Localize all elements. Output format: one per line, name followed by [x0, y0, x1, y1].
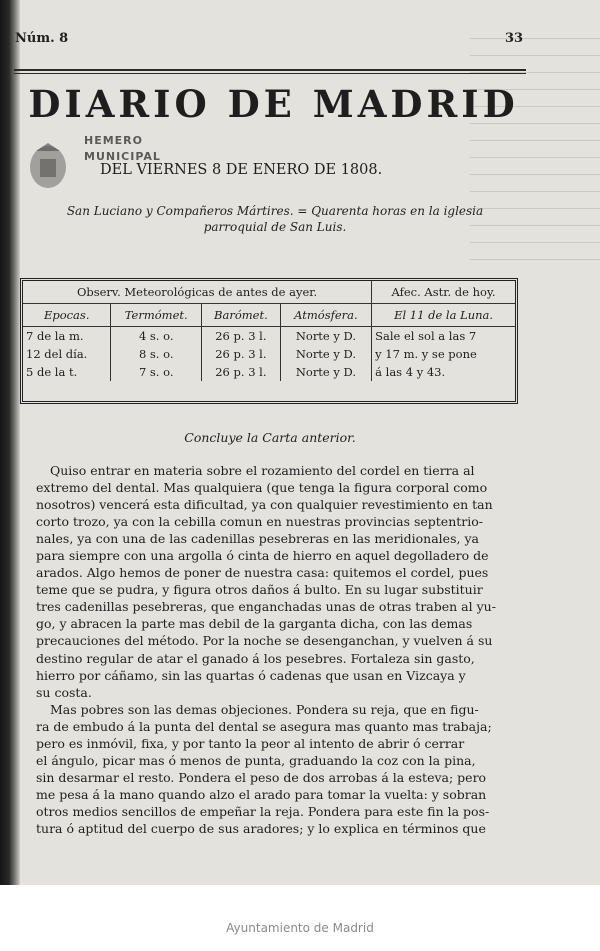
- masthead-title: DIARIO DE MADRID: [28, 82, 519, 126]
- text-line: tura ó aptitud del cuerpo de sus aradores; y lo explica en términos que: [36, 820, 486, 836]
- table-cell: 5 de la t.: [23, 363, 111, 381]
- table-cell: 26 p. 3 l.: [202, 327, 281, 346]
- column-header: Atmósfera.: [280, 304, 371, 327]
- table-title-right: Afec. Astr. de hoy.: [372, 281, 515, 304]
- article-title: Concluye la Carta anterior.: [184, 430, 356, 445]
- text-line: ra de embudo á la punta del dental se asegura mas quanto mas trabaja;: [36, 718, 492, 734]
- table-cell: Norte y D.: [280, 345, 371, 363]
- text-line: el ángulo, picar mas ó menos de punta, graduando la coz con la pina,: [36, 752, 476, 768]
- saints-of-day: [20, 203, 530, 235]
- column-header: Termómet.: [111, 304, 202, 327]
- text-line: me pesa á la mano quando alzo el arado para tomar la vuelta: y sobran: [36, 786, 487, 802]
- table-cell: 12 del día.: [23, 345, 111, 363]
- table-cell: Norte y D.: [280, 363, 371, 381]
- table-row: [23, 327, 515, 346]
- table-cell: 8 s. o.: [111, 345, 202, 363]
- text-line: Quiso entrar en materia sobre el rozamiento del cordel en tierra al: [50, 463, 475, 478]
- page-number: 33: [505, 31, 524, 46]
- text-line: pero es inmóvil, fixa, y por tanto la peor al intento de abrir ó cerrar: [36, 735, 465, 751]
- column-header: Barómet.: [202, 304, 281, 327]
- table-cell: á las 4 y 43.: [375, 365, 446, 379]
- text-line: para siempre con una argolla ó cinta de hierro en aquel degolladero de: [36, 548, 489, 564]
- saints-line-1: San Luciano y Compañeros Mártires. = Quarenta horas en la iglesia: [66, 204, 484, 218]
- table-cell: Sale el sol a las 7: [375, 329, 477, 343]
- archive-footer: Ayuntamiento de Madrid: [226, 921, 374, 935]
- text-line: nales, ya con una de las cadenillas pesebreras en las meridionales, ya: [36, 531, 479, 547]
- weather-table-grid: [23, 281, 515, 381]
- text-line: otros medios sencillos de empeñar la reja. Pondera para este fin la pos-: [36, 803, 490, 819]
- text-line: extremo del dental. Mas qualquiera (que tenga la figura corporal como: [36, 480, 488, 496]
- text-line: nosotros) vencerá esta dificultad, ya con qualquier revestimiento en tan: [36, 497, 493, 513]
- table-cell: 7 s. o.: [111, 363, 202, 381]
- text-line: sin desarmar el resto. Pondera el peso de dos arrobas á la esteva; pero: [36, 769, 487, 785]
- column-header: El 11 de la Luna.: [372, 304, 515, 327]
- table-header-row: [23, 304, 515, 327]
- stamp-line-1: HEMERO: [84, 134, 144, 147]
- table-row: [23, 345, 515, 363]
- table-title-left: Observ. Meteorológicas de antes de ayer.: [23, 281, 372, 304]
- weather-table: [20, 278, 518, 404]
- column-header: Epocas.: [23, 304, 111, 327]
- text-line: tres cadenillas pesebreras, que enganchadas unas de otras traben al yu-: [36, 599, 496, 615]
- table-cell: 4 s. o.: [111, 327, 202, 346]
- text-line: precauciones del método. Por la noche se desenganchan, y vuelven á su: [36, 633, 493, 649]
- scan-margin: [0, 885, 600, 951]
- table-title-row: [23, 281, 515, 304]
- table-row: [23, 363, 515, 381]
- text-line: Mas pobres son las demas objeciones. Pondera su reja, que en figu-: [50, 701, 479, 717]
- stamp-text: [84, 133, 161, 165]
- table-cell: 26 p. 3 l.: [202, 363, 281, 381]
- stamp-line-2: MUNICIPAL: [84, 150, 161, 163]
- header-rule: [14, 69, 526, 74]
- text-line: hierro por cáñamo, sin las quartas ó cadenas que usan en Vizcaya y: [36, 667, 466, 683]
- text-line: go, y abracen la parte mas debil de la garganta dicha, con las demas: [36, 616, 473, 632]
- text-line: arados. Algo hemos de poner de nuestra casa: quitemos el cordel, pues: [36, 565, 489, 581]
- table-cell: Norte y D.: [280, 327, 371, 346]
- table-cell: 7 de la m.: [23, 327, 111, 346]
- table-cell: y 17 m. y se pone: [375, 347, 477, 361]
- article-body: [36, 462, 524, 837]
- text-line: teme que se pudra, y figura otros daños á bulto. En su lugar substituir: [36, 582, 483, 598]
- issue-date: DEL VIERNES 8 DE ENERO DE 1808.: [100, 162, 383, 178]
- text-line: su costa.: [36, 684, 92, 700]
- issue-number: Núm. 8: [15, 31, 69, 46]
- saints-line-2: parroquial de San Luis.: [203, 220, 347, 234]
- binding-spine: [0, 0, 20, 951]
- table-cell: 26 p. 3 l.: [202, 345, 281, 363]
- text-line: corto trozo, ya con la cebilla comun en nuestras provincias septentrio-: [36, 514, 483, 530]
- text-line: destino regular de atar el ganado á los pesebres. Fortaleza sin gasto,: [36, 650, 475, 666]
